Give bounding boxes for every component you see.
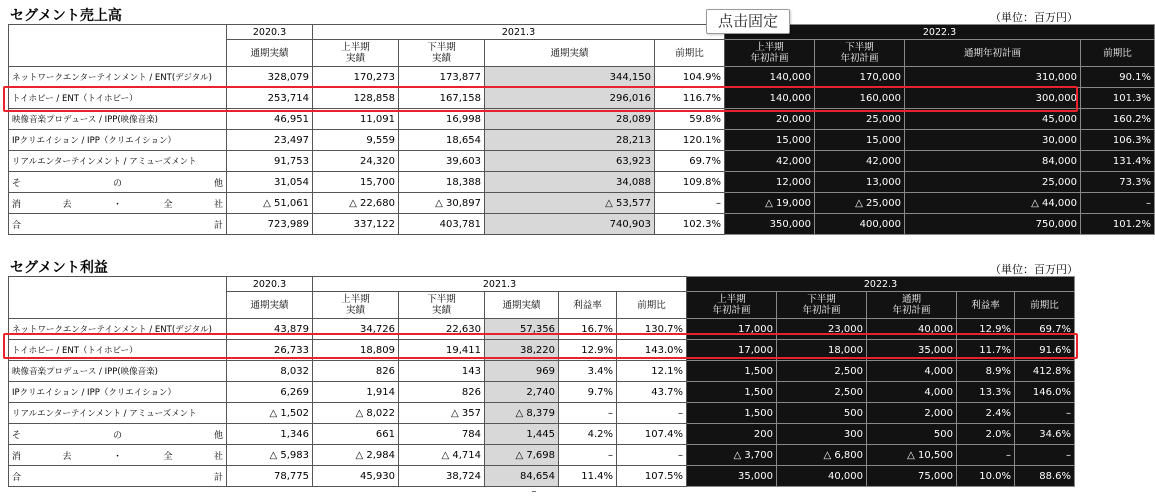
column-header: 前期比 bbox=[1081, 40, 1155, 67]
value-cell: – bbox=[1015, 403, 1075, 424]
value-cell: 500 bbox=[777, 403, 867, 424]
value-cell: 16.7% bbox=[559, 319, 617, 340]
value-cell: 130.7% bbox=[617, 319, 687, 340]
value-cell: △ 30,897 bbox=[399, 193, 485, 214]
value-cell: 160,000 bbox=[815, 88, 905, 109]
value-cell: 2,500 bbox=[777, 361, 867, 382]
value-cell: 723,989 bbox=[227, 214, 313, 235]
value-cell: 101.2% bbox=[1081, 214, 1155, 235]
value-cell: 740,903 bbox=[485, 214, 655, 235]
value-cell: – bbox=[617, 403, 687, 424]
value-cell: 337,122 bbox=[313, 214, 399, 235]
value-cell: – bbox=[559, 445, 617, 466]
value-cell: 109.8% bbox=[655, 172, 725, 193]
value-cell: 12.1% bbox=[617, 361, 687, 382]
value-cell: 39,603 bbox=[399, 151, 485, 172]
value-cell: 661 bbox=[313, 424, 399, 445]
row-label: 合 計 bbox=[9, 214, 227, 235]
value-cell: 2,740 bbox=[485, 382, 559, 403]
row-label: トイホビー / ENT（トイホビー） bbox=[9, 340, 227, 361]
value-cell: – bbox=[1081, 193, 1155, 214]
value-cell: △ 25,000 bbox=[815, 193, 905, 214]
value-cell: 40,000 bbox=[867, 319, 957, 340]
value-cell: 146.0% bbox=[1015, 382, 1075, 403]
profit-unit-label: （単位：百万円） bbox=[990, 263, 1078, 276]
value-cell: 296,016 bbox=[485, 88, 655, 109]
table-row bbox=[9, 382, 1075, 403]
value-cell: 25,000 bbox=[905, 172, 1081, 193]
value-cell: 40,000 bbox=[777, 466, 867, 487]
value-cell: 31,054 bbox=[227, 172, 313, 193]
value-cell: 28,089 bbox=[485, 109, 655, 130]
value-cell: △ 19,000 bbox=[725, 193, 815, 214]
value-cell: 310,000 bbox=[905, 67, 1081, 88]
value-cell: 2,000 bbox=[867, 403, 957, 424]
row-label: ネットワークエンターテインメント / ENT(デジタル) bbox=[9, 319, 227, 340]
year-header: 2022.3 bbox=[725, 25, 1155, 40]
value-cell: 400,000 bbox=[815, 214, 905, 235]
value-cell: 167,158 bbox=[399, 88, 485, 109]
pin-tooltip[interactable]: 点击固定 bbox=[706, 9, 790, 34]
value-cell: 12.9% bbox=[559, 340, 617, 361]
value-cell: 11.4% bbox=[559, 466, 617, 487]
value-cell: – bbox=[957, 445, 1015, 466]
column-header: 上半期 実績 bbox=[313, 292, 399, 319]
value-cell: 2,500 bbox=[777, 382, 867, 403]
value-cell: 403,781 bbox=[399, 214, 485, 235]
value-cell: 91,753 bbox=[227, 151, 313, 172]
value-cell: 43,879 bbox=[227, 319, 313, 340]
value-cell: 22,630 bbox=[399, 319, 485, 340]
table-row bbox=[9, 466, 1075, 487]
value-cell: △ 53,577 bbox=[485, 193, 655, 214]
value-cell: 200 bbox=[687, 424, 777, 445]
row-label: IPクリエイション / IPP（クリエイション） bbox=[9, 382, 227, 403]
value-cell: 16,998 bbox=[399, 109, 485, 130]
table-row bbox=[9, 130, 1155, 151]
row-label: 映像音楽プロデュース / IPP(映像音楽) bbox=[9, 361, 227, 382]
value-cell: 25,000 bbox=[815, 109, 905, 130]
column-header: 前期比 bbox=[617, 292, 687, 319]
column-header: 通期 年初計画 bbox=[867, 292, 957, 319]
table-row bbox=[9, 109, 1155, 130]
value-cell: 35,000 bbox=[687, 466, 777, 487]
value-cell: 140,000 bbox=[725, 67, 815, 88]
value-cell: 170,000 bbox=[815, 67, 905, 88]
value-cell: 45,000 bbox=[905, 109, 1081, 130]
table-row bbox=[9, 193, 1155, 214]
table-row bbox=[9, 445, 1075, 466]
value-cell: 12.9% bbox=[957, 319, 1015, 340]
value-cell: 6,269 bbox=[227, 382, 313, 403]
value-cell: 2.4% bbox=[957, 403, 1015, 424]
value-cell: 344,150 bbox=[485, 67, 655, 88]
column-header: 下半期 実績 bbox=[399, 292, 485, 319]
value-cell: 784 bbox=[399, 424, 485, 445]
value-cell: 84,000 bbox=[905, 151, 1081, 172]
year-header-row bbox=[9, 277, 1075, 292]
value-cell: 63,923 bbox=[485, 151, 655, 172]
value-cell: 102.3% bbox=[655, 214, 725, 235]
value-cell: 18,000 bbox=[777, 340, 867, 361]
value-cell: 750,000 bbox=[905, 214, 1081, 235]
row-label: リアルエンターテインメント / アミューズメント bbox=[9, 403, 227, 424]
value-cell: 143 bbox=[399, 361, 485, 382]
value-cell: 69.7% bbox=[655, 151, 725, 172]
value-cell: 73.3% bbox=[1081, 172, 1155, 193]
value-cell: 59.8% bbox=[655, 109, 725, 130]
value-cell: 4,000 bbox=[867, 361, 957, 382]
value-cell: 12,000 bbox=[725, 172, 815, 193]
value-cell: 19,411 bbox=[399, 340, 485, 361]
value-cell: 170,273 bbox=[313, 67, 399, 88]
value-cell: 131.4% bbox=[1081, 151, 1155, 172]
value-cell: △ 22,680 bbox=[313, 193, 399, 214]
value-cell: △ 5,983 bbox=[227, 445, 313, 466]
value-cell: 13,000 bbox=[815, 172, 905, 193]
table-row bbox=[9, 319, 1075, 340]
value-cell: 4.2% bbox=[559, 424, 617, 445]
value-cell: △ 10,500 bbox=[867, 445, 957, 466]
value-cell: △ 44,000 bbox=[905, 193, 1081, 214]
column-header: 通期年初計画 bbox=[905, 40, 1081, 67]
row-label: リアルエンターテインメント / アミューズメント bbox=[9, 151, 227, 172]
row-label: ネットワークエンターテインメント / ENT(デジタル) bbox=[9, 67, 227, 88]
value-cell: 11.7% bbox=[957, 340, 1015, 361]
value-cell: △ 7,698 bbox=[485, 445, 559, 466]
profit-table bbox=[8, 276, 1075, 487]
value-cell: 13.3% bbox=[957, 382, 1015, 403]
value-cell: 46,951 bbox=[227, 109, 313, 130]
value-cell: 143.0% bbox=[617, 340, 687, 361]
value-cell: 116.7% bbox=[655, 88, 725, 109]
value-cell: 57,356 bbox=[485, 319, 559, 340]
column-header: 利益率 bbox=[957, 292, 1015, 319]
value-cell: 88.6% bbox=[1015, 466, 1075, 487]
value-cell: 17,000 bbox=[687, 340, 777, 361]
value-cell: 38,724 bbox=[399, 466, 485, 487]
value-cell: 84,654 bbox=[485, 466, 559, 487]
value-cell: 34,726 bbox=[313, 319, 399, 340]
column-header: 通期実績 bbox=[227, 40, 313, 67]
value-cell: 18,654 bbox=[399, 130, 485, 151]
value-cell: 140,000 bbox=[725, 88, 815, 109]
value-cell: △ 1,502 bbox=[227, 403, 313, 424]
year-header-row bbox=[9, 25, 1155, 40]
value-cell: 20,000 bbox=[725, 109, 815, 130]
value-cell: △ 3,700 bbox=[687, 445, 777, 466]
page-marker: ‾ bbox=[532, 490, 536, 499]
value-cell: 15,700 bbox=[313, 172, 399, 193]
value-cell: 28,213 bbox=[485, 130, 655, 151]
sales-table bbox=[8, 24, 1155, 235]
corner-cell bbox=[9, 25, 227, 67]
value-cell: 34,088 bbox=[485, 172, 655, 193]
value-cell: 300,000 bbox=[905, 88, 1081, 109]
value-cell: 23,497 bbox=[227, 130, 313, 151]
value-cell: △ 4,714 bbox=[399, 445, 485, 466]
value-cell: 15,000 bbox=[815, 130, 905, 151]
value-cell: 1,500 bbox=[687, 361, 777, 382]
value-cell: 17,000 bbox=[687, 319, 777, 340]
sales-section-title: セグメント売上高 bbox=[10, 8, 122, 24]
table-row bbox=[9, 172, 1155, 193]
value-cell: 34.6% bbox=[1015, 424, 1075, 445]
column-header: 利益率 bbox=[559, 292, 617, 319]
value-cell: 91.6% bbox=[1015, 340, 1075, 361]
column-header: 前期比 bbox=[1015, 292, 1075, 319]
value-cell: 15,000 bbox=[725, 130, 815, 151]
value-cell: 350,000 bbox=[725, 214, 815, 235]
value-cell: 90.1% bbox=[1081, 67, 1155, 88]
value-cell: 412.8% bbox=[1015, 361, 1075, 382]
value-cell: △ 6,800 bbox=[777, 445, 867, 466]
year-header: 2021.3 bbox=[313, 25, 725, 40]
value-cell: 300 bbox=[777, 424, 867, 445]
table-row bbox=[9, 403, 1075, 424]
value-cell: 1,500 bbox=[687, 382, 777, 403]
value-cell: 10.0% bbox=[957, 466, 1015, 487]
value-cell: 9,559 bbox=[313, 130, 399, 151]
column-header: 下半期 年初計画 bbox=[777, 292, 867, 319]
value-cell: – bbox=[617, 445, 687, 466]
column-header: 上半期 実績 bbox=[313, 40, 399, 67]
value-cell: 38,220 bbox=[485, 340, 559, 361]
value-cell: △ 51,061 bbox=[227, 193, 313, 214]
year-header: 2021.3 bbox=[313, 277, 687, 292]
value-cell: 69.7% bbox=[1015, 319, 1075, 340]
value-cell: 120.1% bbox=[655, 130, 725, 151]
column-header: 通期実績 bbox=[485, 40, 655, 67]
row-label: 合 計 bbox=[9, 466, 227, 487]
row-label: そ の 他 bbox=[9, 424, 227, 445]
value-cell: 160.2% bbox=[1081, 109, 1155, 130]
value-cell: 107.4% bbox=[617, 424, 687, 445]
value-cell: 8,032 bbox=[227, 361, 313, 382]
value-cell: △ 8,379 bbox=[485, 403, 559, 424]
column-header: 通期実績 bbox=[485, 292, 559, 319]
table-row bbox=[9, 88, 1155, 109]
row-label: 消 去 ・ 全 社 bbox=[9, 193, 227, 214]
value-cell: 173,877 bbox=[399, 67, 485, 88]
column-header: 下半期 年初計画 bbox=[815, 40, 905, 67]
table-row bbox=[9, 214, 1155, 235]
value-cell: △ 357 bbox=[399, 403, 485, 424]
value-cell: 78,775 bbox=[227, 466, 313, 487]
value-cell: 18,388 bbox=[399, 172, 485, 193]
value-cell: 826 bbox=[399, 382, 485, 403]
value-cell: 30,000 bbox=[905, 130, 1081, 151]
profit-section-title: セグメント利益 bbox=[10, 260, 108, 276]
year-header: 2020.3 bbox=[227, 277, 313, 292]
value-cell: 1,500 bbox=[687, 403, 777, 424]
value-cell: 75,000 bbox=[867, 466, 957, 487]
value-cell: 11,091 bbox=[313, 109, 399, 130]
table-row bbox=[9, 151, 1155, 172]
value-cell: 8.9% bbox=[957, 361, 1015, 382]
value-cell: 24,320 bbox=[313, 151, 399, 172]
value-cell: 106.3% bbox=[1081, 130, 1155, 151]
value-cell: 1,346 bbox=[227, 424, 313, 445]
value-cell: 104.9% bbox=[655, 67, 725, 88]
value-cell: 1,914 bbox=[313, 382, 399, 403]
row-label: IPクリエイション / IPP（クリエイション） bbox=[9, 130, 227, 151]
year-header: 2020.3 bbox=[227, 25, 313, 40]
sales-unit-label: （単位：百万円） bbox=[990, 11, 1078, 24]
value-cell: 826 bbox=[313, 361, 399, 382]
value-cell: 42,000 bbox=[815, 151, 905, 172]
value-cell: 1,445 bbox=[485, 424, 559, 445]
table-row bbox=[9, 340, 1075, 361]
table-row bbox=[9, 424, 1075, 445]
value-cell: 253,714 bbox=[227, 88, 313, 109]
value-cell: 328,079 bbox=[227, 67, 313, 88]
value-cell: 26,733 bbox=[227, 340, 313, 361]
value-cell: – bbox=[1015, 445, 1075, 466]
value-cell: 9.7% bbox=[559, 382, 617, 403]
value-cell: 42,000 bbox=[725, 151, 815, 172]
row-label: トイホビー / ENT（トイホビー） bbox=[9, 88, 227, 109]
column-header: 下半期 実績 bbox=[399, 40, 485, 67]
table-row bbox=[9, 67, 1155, 88]
value-cell: 18,809 bbox=[313, 340, 399, 361]
value-cell: △ 8,022 bbox=[313, 403, 399, 424]
value-cell: 3.4% bbox=[559, 361, 617, 382]
row-label: 消 去 ・ 全 社 bbox=[9, 445, 227, 466]
column-header: 上半期 年初計画 bbox=[725, 40, 815, 67]
value-cell: 4,000 bbox=[867, 382, 957, 403]
year-header: 2022.3 bbox=[687, 277, 1075, 292]
row-label: そ の 他 bbox=[9, 172, 227, 193]
value-cell: – bbox=[655, 193, 725, 214]
value-cell: 969 bbox=[485, 361, 559, 382]
corner-cell bbox=[9, 277, 227, 319]
value-cell: 2.0% bbox=[957, 424, 1015, 445]
value-cell: 35,000 bbox=[867, 340, 957, 361]
value-cell: 128,858 bbox=[313, 88, 399, 109]
value-cell: △ 2,984 bbox=[313, 445, 399, 466]
value-cell: 45,930 bbox=[313, 466, 399, 487]
value-cell: 107.5% bbox=[617, 466, 687, 487]
value-cell: – bbox=[559, 403, 617, 424]
column-header: 通期実績 bbox=[227, 292, 313, 319]
column-header: 前期比 bbox=[655, 40, 725, 67]
value-cell: 23,000 bbox=[777, 319, 867, 340]
value-cell: 43.7% bbox=[617, 382, 687, 403]
row-label: 映像音楽プロデュース / IPP(映像音楽) bbox=[9, 109, 227, 130]
table-row bbox=[9, 361, 1075, 382]
value-cell: 500 bbox=[867, 424, 957, 445]
value-cell: 101.3% bbox=[1081, 88, 1155, 109]
column-header: 上半期 年初計画 bbox=[687, 292, 777, 319]
